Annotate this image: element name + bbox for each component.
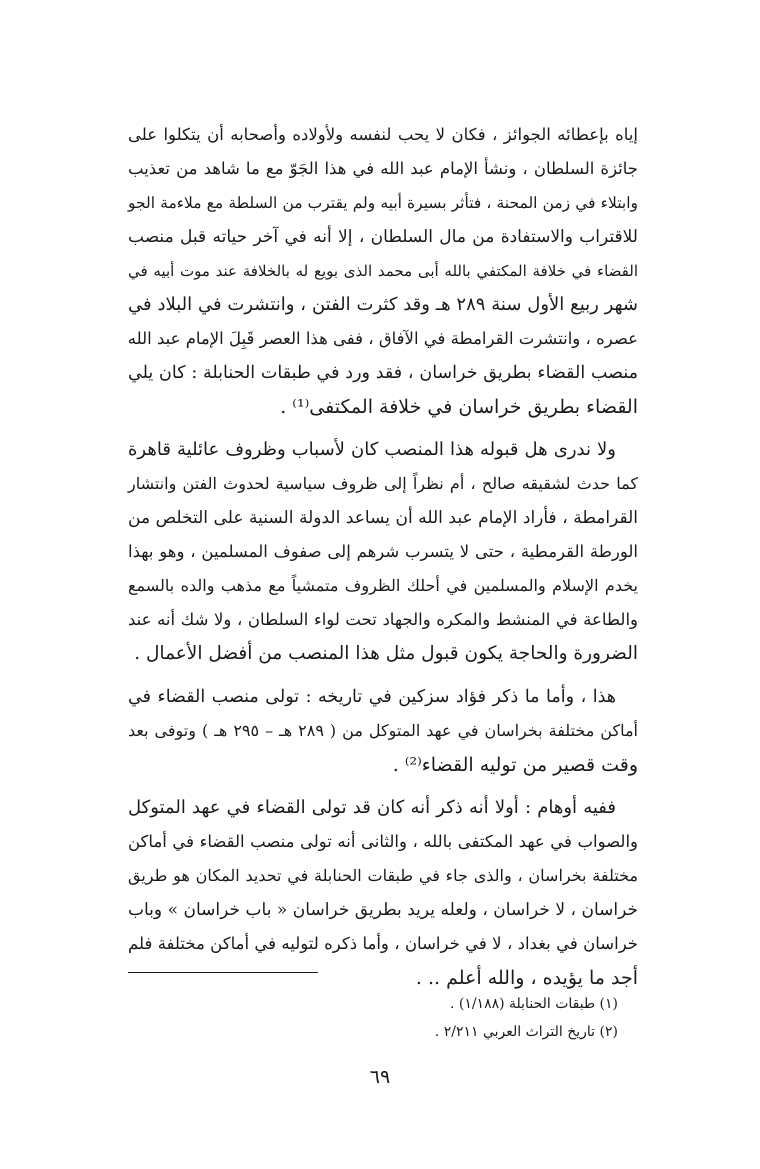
paragraph-2 — [128, 433, 638, 671]
text-line: خراسان ، لا خراسان ، ولعله يريد بطريق خراسان « باب خراسان » وباب — [128, 900, 638, 920]
footnote-divider — [128, 972, 318, 973]
text-line: للاقتراب والاستفادة من مال السلطان ، إلا أنه في آخر حياته قبل منصب — [128, 227, 638, 247]
paragraph-4 — [128, 791, 638, 995]
paragraph-1 — [128, 118, 638, 424]
footnote-1: (١) طبقات الحنابلة (١/١٨٨) . — [449, 996, 618, 1012]
text-line: القضاء بطريق خراسان في خلافة المكتفى⁽¹⁾ . — [280, 396, 638, 418]
text-line: الورطة القرمطية ، حتى لا يتسرب شرهم إلى صفوف المسلمين ، وهو بهذا — [128, 542, 638, 561]
text-line: مختلفة بخراسان ، والذى جاء في طبقات الحنابلة في تحديد المكان هو طريق — [128, 866, 638, 885]
text-line: جائزة السلطان ، ونشأ الإمام عبد الله في هذا الجَوّ مع ما شاهد من تعذيب — [128, 159, 638, 178]
text-line: شهر ربيع الأول سنة ٢٨٩ هـ وقد كثرت الفتن ، وانتشرت في البلاد في — [128, 294, 638, 315]
text-line: القرامطة ، فأراد الإمام عبد الله أن يساعد الدولة السنية على التخلص من — [128, 508, 638, 528]
text-line: إياه بإعطائه الجوائز ، فكان لا يحب لنفسه ولأولاده وأصحابه أن يتكلوا على — [128, 125, 638, 144]
text-line: ففيه أوهام : أولا أنه ذكر أنه كان قد تولى القضاء في عهد المتوكل — [128, 797, 616, 818]
text-line: منصب القضاء بطريق خراسان ، فقد ورد في طبقات الحنابلة : كان يلي — [128, 363, 638, 383]
text-line: الضرورة والحاجة يكون قبول مثل هذا المنصب من أفضل الأعمال . — [134, 643, 638, 664]
text-line: أجد ما يؤيده ، والله أعلم .. . — [415, 967, 638, 989]
text-line: ولا ندرى هل قبوله هذا المنصب كان لأسباب وظروف عائلية قاهرة — [128, 439, 616, 460]
text-line: والطاعة في المنشط والمكره والجهاد تحت لواء السلطان ، ولا شك أنه عند — [128, 610, 638, 629]
text-line: القضاء في خلافة المكتفي بالله أبى محمد الذى بويع له بالخلافة عند موت أبيه في — [128, 262, 638, 280]
footnotes — [128, 990, 638, 1046]
text-line: وقت قصير من توليه القضاء⁽²⁾ . — [392, 754, 638, 776]
text-line: عصره ، وانتشرت القرامطة في الآفاق ، ففى هذا العصر قَبِلَ الإمام عبد الله — [127, 329, 638, 348]
footnote-2: (٢) تاريخ التراث العربي ٢/٢١١ . — [434, 1024, 618, 1040]
page-number: ٦٩ — [369, 1066, 391, 1088]
paragraph-3 — [128, 680, 638, 782]
text-line: خراسان في بغداد ، لا في خراسان ، وأما ذكره لتوليه في أماكن مختلفة فلم — [128, 934, 638, 953]
page-body — [128, 118, 638, 1004]
text-line: أماكن مختلفة بخراسان في عهد المتوكل من ( ٢٨٩ هـ – ٢٩٥ هـ ) وتوفى بعد — [128, 721, 638, 740]
text-line: هذا ، وأما ما ذكر فؤاد سزكين في تاريخه : تولى منصب القضاء في — [128, 687, 616, 707]
text-line: يخدم الإسلام والمسلمين في أحلك الظروف متمشياً مع مذهب والده بالسمع — [128, 576, 638, 595]
text-line: والصواب في عهد المكتفى بالله ، والثانى أنه تولى منصب القضاء في أماكن — [128, 832, 638, 851]
text-line: وابتلاء في زمن المحنة ، فتأثر بسيرة أبيه ولم يقترب من السلطة مع ملاءمة الجو — [128, 194, 638, 212]
text-line: كما حدث لشقيقه صالح ، أم نظراً إلى ظروف سياسية لحدوث الفتن وانتشار — [128, 474, 638, 493]
